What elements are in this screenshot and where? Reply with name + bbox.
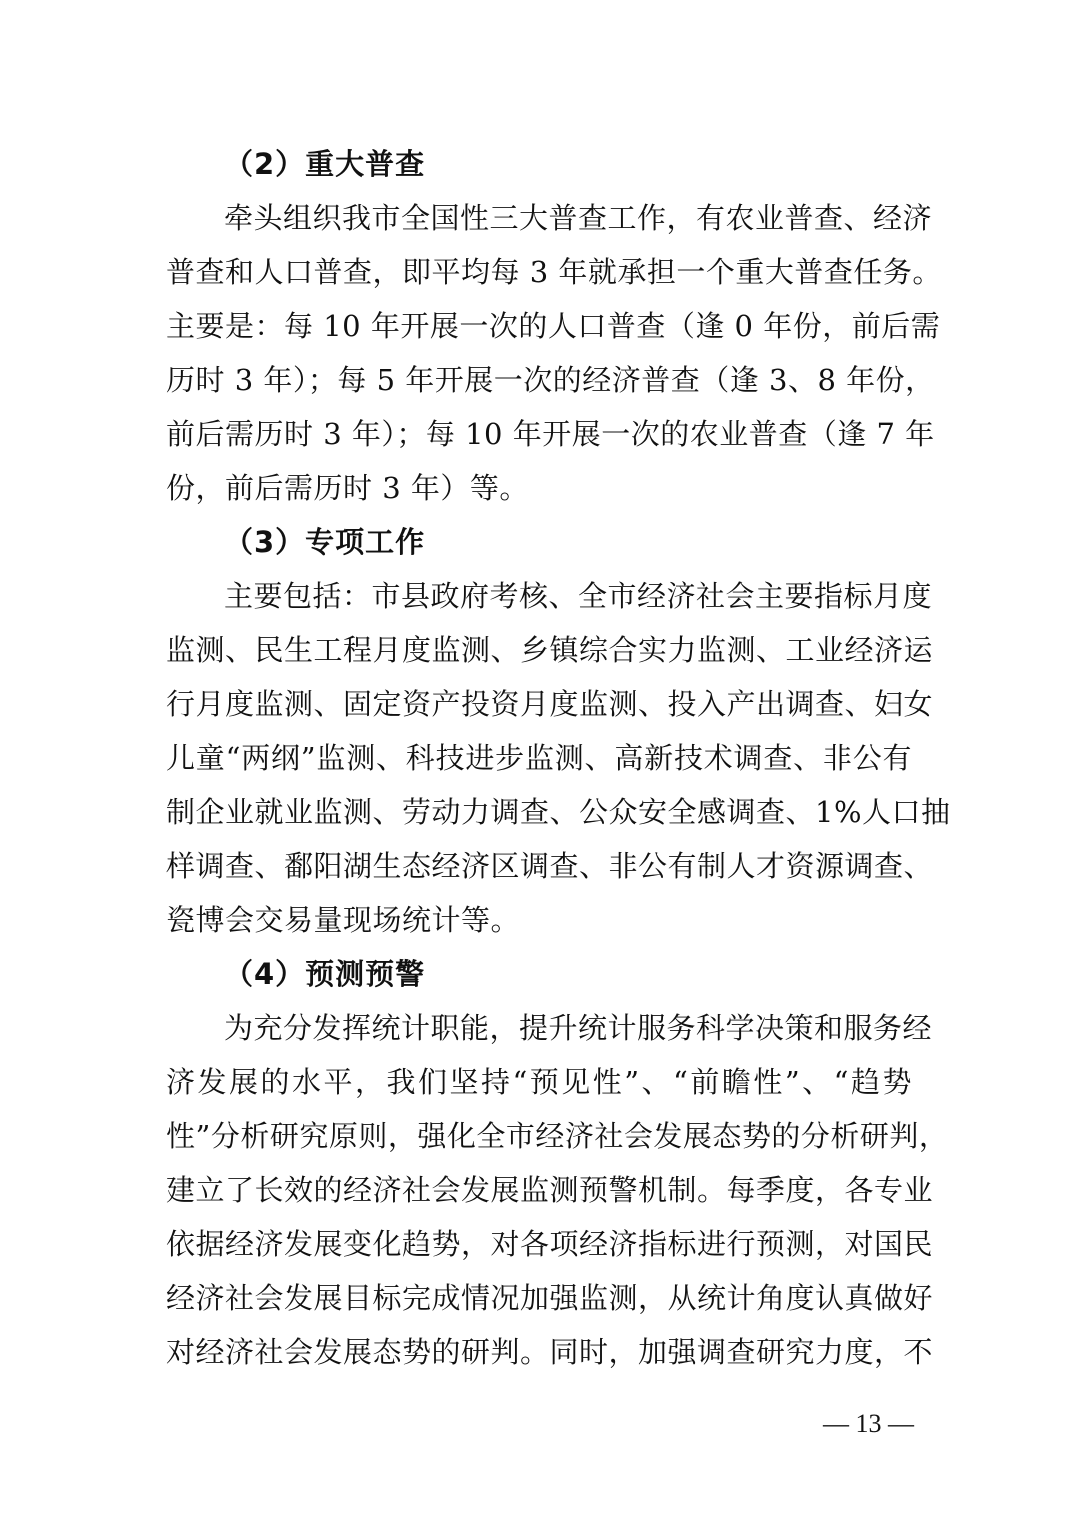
paragraph-line: 普查和人口普查，即平均每 3 年就承担一个重大普查任务。 xyxy=(166,255,942,289)
paragraph-line: 牵头组织我市全国性三大普查工作，有农业普查、经济 xyxy=(224,201,933,235)
paragraph-line: 为充分发挥统计职能，提升统计服务科学决策和服务经 xyxy=(224,1011,933,1045)
paragraph-line: 儿童“两纲”监测、科技进步监测、高新技术调查、非公有 xyxy=(166,741,912,775)
paragraph-line: 制企业就业监测、劳动力调查、公众安全感调查、1%人口抽 xyxy=(166,795,951,829)
page-number: — 13 — xyxy=(823,1409,914,1438)
paragraph-line: 份，前后需历时 3 年）等。 xyxy=(166,471,529,505)
paragraph-line: 行月度监测、固定资产投资月度监测、投入产出调查、妇女 xyxy=(166,687,934,721)
paragraph-line: 经济社会发展目标完成情况加强监测，从统计角度认真做好 xyxy=(166,1281,934,1315)
paragraph-line: 监测、民生工程月度监测、乡镇综合实力监测、工业经济运 xyxy=(166,633,934,667)
paragraph-line: 主要是：每 10 年开展一次的人口普查（逢 0 年份，前后需 xyxy=(166,309,941,343)
section-heading: （2）重大普查 xyxy=(224,147,426,181)
section-major-census xyxy=(166,137,942,515)
paragraph-line: 历时 3 年）；每 5 年开展一次的经济普查（逢 3、8 年份， xyxy=(166,363,935,397)
section-heading: （4）预测预警 xyxy=(224,957,426,991)
paragraph-line: 济发展的水平，我们坚持“预见性”、“前瞻性”、“趋势 xyxy=(166,1065,912,1099)
paragraph-line: 前后需历时 3 年）；每 10 年开展一次的农业普查（逢 7 年 xyxy=(166,417,935,451)
paragraph-line: 对经济社会发展态势的研判。同时，加强调查研究力度，不 xyxy=(166,1335,934,1369)
document-body xyxy=(166,137,951,1379)
paragraph-line: 主要包括：市县政府考核、全市经济社会主要指标月度 xyxy=(224,579,933,613)
section-special-work xyxy=(166,515,951,947)
section-forecast-warning xyxy=(166,947,949,1379)
paragraph-line: 依据经济发展变化趋势，对各项经济指标进行预测，对国民 xyxy=(166,1227,934,1261)
section-heading: （3）专项工作 xyxy=(224,525,426,559)
paragraph-line: 建立了长效的经济社会发展监测预警机制。每季度，各专业 xyxy=(166,1173,934,1207)
paragraph-line: 样调查、鄱阳湖生态经济区调查、非公有制人才资源调查、 xyxy=(166,849,934,883)
paragraph-line: 瓷博会交易量现场统计等。 xyxy=(166,903,521,937)
paragraph-line: 性”分析研究原则，强化全市经济社会发展态势的分析研判， xyxy=(166,1119,949,1153)
